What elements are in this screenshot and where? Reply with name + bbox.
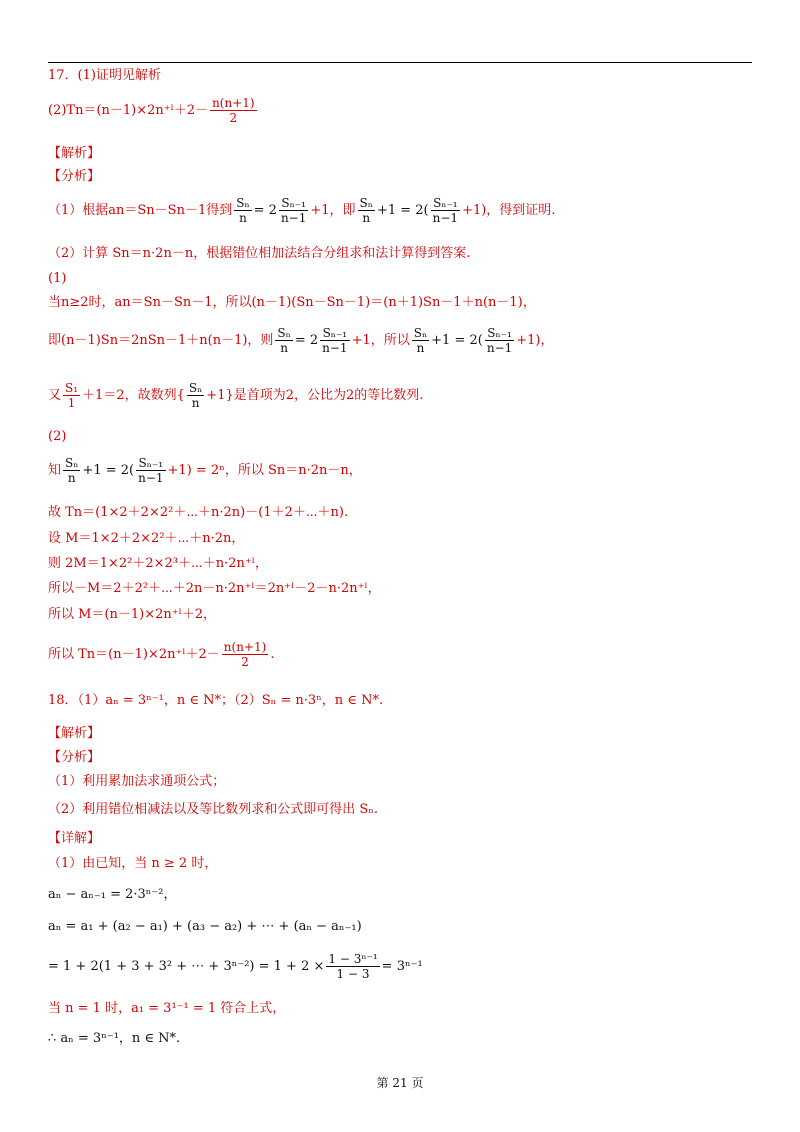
- q17-part1-line3: 又 $\frac{\text{S₁}}{1}$ ＋1＝2，故数列{ $\frac{\text{Sₙ}}{n}$ +1}是首项为2，公比为2的等比数列.: [48, 381, 424, 410]
- q18-detail-4: = 1 + 2(1 + 3 + 3² + ⋯ + 3ⁿ⁻²) = 1 + 2 × $\frac{\text{1 − 3ⁿ⁻¹}}{1 - 3}$ = 3ⁿ⁻¹: [48, 952, 423, 981]
- q17-part1-line1: 当n≥2时，an＝Sn－Sn－1，所以(n－1)(Sn－Sn－1)＝(n＋1)Sn－1＋n(n－1)，: [48, 295, 536, 310]
- q17-part1-line2: 即(n－1)Sn＝2nSn－1＋n(n－1)，则 $\frac{\text{Sₙ}}{n}$ = 2 $\frac{\text{Sₙ₋₁}}{n-1}$ +1，所以 $\frac{\text{Sₙ}}{n}$ +1 = 2( $\frac{\text{Sₙ₋₁}}{n-1}$ +1)，: [48, 326, 554, 355]
- q17-part2-label: (2): [48, 429, 67, 444]
- q18-detail-5: 当 n = 1 时，a₁ = 3¹⁻¹ = 1 符合上式，: [48, 1001, 286, 1016]
- q18-title: 18．（1）aₙ = 3ⁿ⁻¹，n ∈ N*；（2）Sₙ = n·3ⁿ，n ∈ N*.: [48, 693, 384, 708]
- q17-part2-line3: 设 M＝1×2＋2×2²＋⋯＋n·2n，: [48, 531, 245, 546]
- q17-jiexi: 【解析】: [48, 146, 101, 161]
- q17-fenxi: 【分析】: [48, 169, 101, 184]
- q18-fenxi: 【分析】: [48, 750, 101, 765]
- q17-part2-line2: 故 Tn＝(1×2＋2×2²＋⋯＋n·2n)－(1＋2＋⋯＋n).: [48, 505, 349, 520]
- q18-detail-2: aₙ − aₙ₋₁ = 2·3ⁿ⁻²，: [48, 887, 177, 902]
- q17-analysis-1: （1）根据an＝Sn－Sn－1得到 $\frac{\text{Sₙ}}{n}$ = 2 $\frac{\text{Sₙ₋₁}}{n-1}$ +1，即 $\frac{\text{Sₙ}}{n}$ +1 = 2( $\frac{\text{Sₙ₋₁}}{n-1}$ +1)，得到证明.: [48, 196, 556, 225]
- q17-part2-line1: 知 $\frac{\text{Sₙ}}{n}$ +1 = 2( $\frac{\text{Sₙ₋₁}}{n-1}$ +1) = 2ⁿ，所以 Sn＝n·2n－n，: [48, 456, 362, 485]
- q17-part2-line5: 所以－M＝2＋2²＋⋯＋2n－n·2n⁺ˡ＝2n⁺ˡ－2－n·2n⁺ˡ，: [48, 581, 381, 596]
- q18-detail-1: （1）由已知，当 n ≥ 2 时，: [48, 856, 218, 871]
- q17-part1-label: (1): [48, 271, 67, 286]
- q18-analysis-2: （2）利用错位相减法以及等比数列求和公式即可得出 Sₙ.: [48, 802, 379, 817]
- q17-part2-line7: 所以 Tn＝(n－1)×2n⁺ˡ＋2－ $\frac{n(n+1)}{2}$ .: [48, 640, 275, 669]
- q17-analysis-2: （2）计算 Sn＝n·2n－n，根据错位相加法结合分组求和法计算得到答案.: [48, 246, 471, 261]
- q17-title: 17．(1)证明见解析: [48, 68, 161, 83]
- q18-xiangjie: 【详解】: [48, 831, 101, 846]
- top-rule: [48, 62, 752, 63]
- q17-part2-line4: 则 2M＝1×2²＋2×2³＋⋯＋n·2n⁺ˡ，: [48, 556, 268, 571]
- q17-answer-2: (2)Tn＝(n－1)×2n⁺ˡ＋2－ $\frac{n(n+1)}{2}$: [48, 96, 255, 125]
- q17-part2-line6: 所以 M＝(n－1)×2n⁺ˡ＋2，: [48, 607, 217, 622]
- page-number: 第 21 页: [376, 1076, 424, 1090]
- q18-detail-3: aₙ = a₁ + (a₂ − a₁) + (a₃ − a₂) + ⋯ + (aₙ − aₙ₋₁): [48, 919, 362, 934]
- q18-analysis-1: （1）利用累加法求通项公式；: [48, 774, 226, 789]
- q18-detail-6: ∴ aₙ = 3ⁿ⁻¹，n ∈ N*.: [48, 1031, 181, 1046]
- q18-jiexi: 【解析】: [48, 726, 101, 741]
